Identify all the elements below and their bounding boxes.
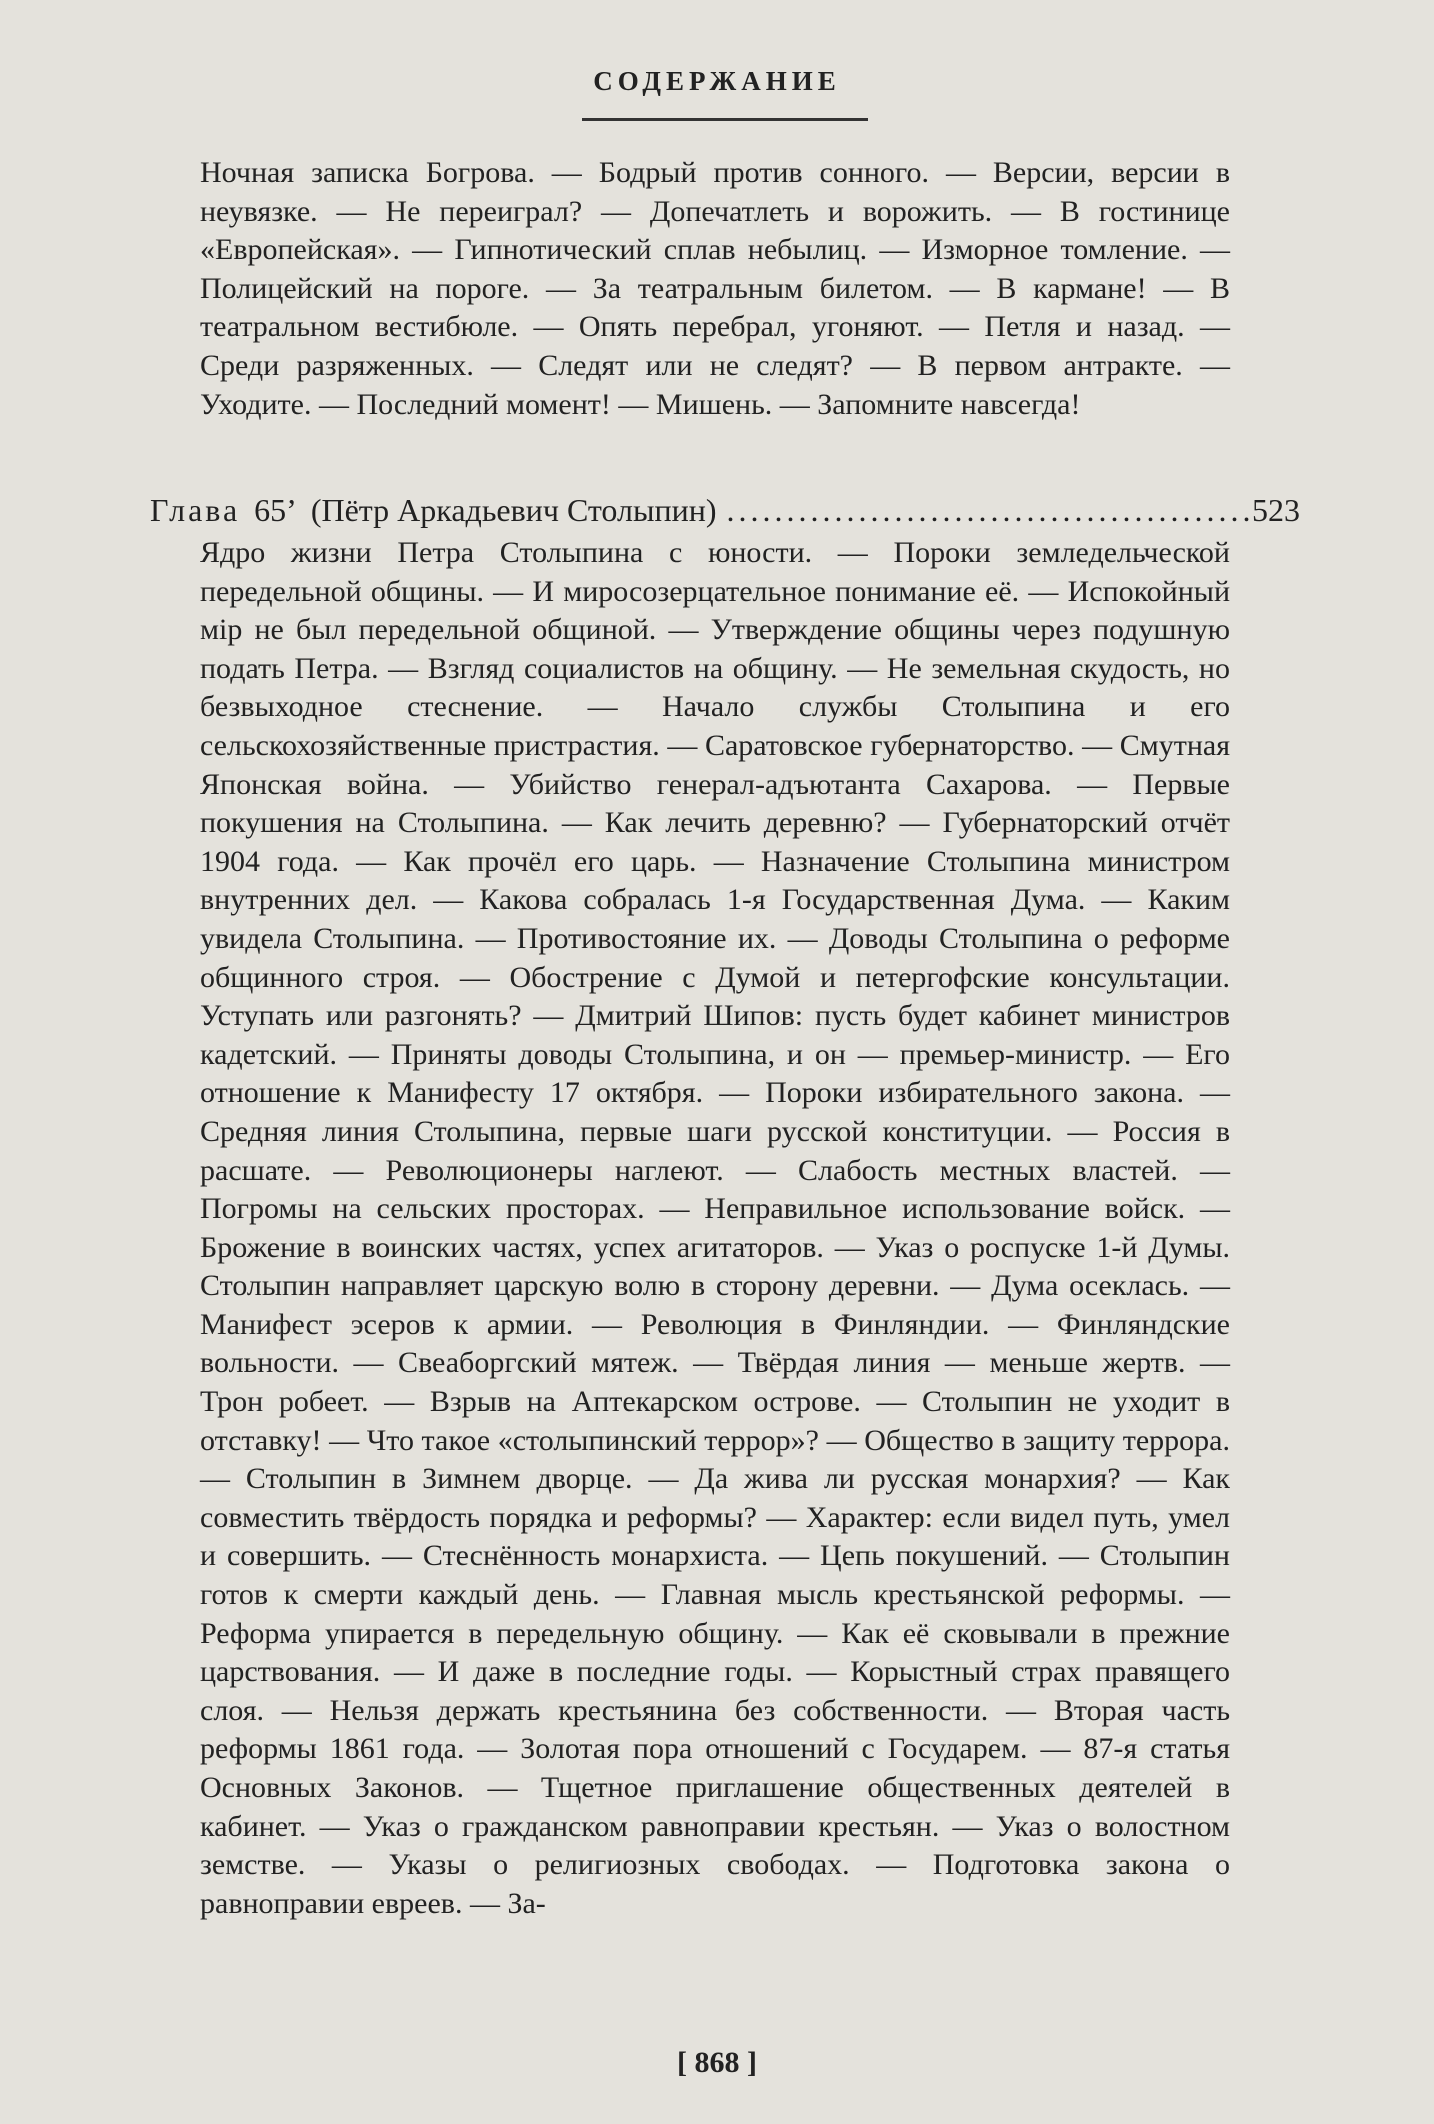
chapter-entry bbox=[150, 492, 1300, 529]
chapter-label: Глава bbox=[150, 492, 241, 528]
header-rule bbox=[582, 118, 868, 121]
chapter-person: (Пётр Аркадьевич Столыпин) bbox=[310, 492, 717, 528]
previous-chapter-summary: Ночная записка Богрова. — Бодрый против сонного. — Версии, версии в неувязке. — Не переиграл? — Допечатлеть и ворожить. — В гостинице «Европейская». — Гипнотический сплав небылиц. — Изморное томление. — Полицейский на пороге. — За театральным билетом. — В кармане! — В театральном вестибюле. — Опять перебрал, угоняют. — Петля и назад. — Среди разряженных. — Следят или не следят? — В первом антракте. — Уходите. — Последний момент! — Мишень. — Запомните навсегда! bbox=[200, 156, 1230, 421]
dot-leader bbox=[727, 492, 1251, 529]
chapter-page-number: 523 bbox=[1252, 492, 1300, 528]
page-number: [ 868 ] bbox=[677, 2046, 757, 2079]
chapter-summary: Ядро жизни Петра Столыпина с юности. — Пороки земледельческой передельной общины. — И миросозерцательное понимание её. — Испокойный мір не был передельной общиной. — Утверждение общины через подушную подать Петра. — Взгляд социалистов на общину. — Не земельная скудость, но безвыходное стеснение. — Начало службы Столыпина и его сельскохозяйственные пристрастия. — Саратовское губернаторство. — Смутная Японская война. — Убийство генерал-адъютанта Сахарова. — Первые покушения на Столыпина. — Как лечить деревню? — Губернаторский отчёт 1904 года. — Как прочёл его царь. — Назначение Столыпина министром внутренних дел. — Какова собралась 1-я Государственная Дума. — Каким увидела Столыпина. — Противостояние их. — Доводы Столыпина о реформе общинного строя. — Обострение с Думой и петергофские консультации. Уступать или разгонять? — Дмитрий Шипов: пусть будет кабинет министров кадетский. — Приняты доводы Столыпина, и он — премьер-министр. — Его отношение к Манифесту 17 октября. — Пороки избирательного закона. — Средняя линия Столыпина, первые шаги русской конституции. — Россия в расшате. — Революционеры наглеют. — Слабость местных властей. — Погромы на сельских просторах. — Неправильное использование войск. — Брожение в воинских частях, успех агитаторов. — Указ о роспуске 1-й Думы. Столыпин направляет царскую волю в сторону деревни. — Дума осеклась. — Манифест эсеров к армии. — Революция в Финляндии. — Финляндские вольности. — Свеаборгский мятеж. — Твёрдая линия — меньше жертв. — Трон робеет. — Взрыв на Аптекарском острове. — Столыпин не уходит в отставку! — Что такое «столыпинский террор»? — Общество в защиту террора. — Столыпин в Зимнем дворце. — Да жива ли русская монархия? — Как совместить твёрдость порядка и реформы? — Характер: если видел путь, умел и совершить. — Стеснённость монархиста. — Цепь покушений. — Столыпин готов к смерти каждый день. — Главная мысль крестьянской реформы. — Реформа упирается в передельную общину. — Как её сковывали в прежние царствования. — И даже в последние годы. — Корыстный страх правящего слоя. — Нельзя держать крестьянина без собственности. — Вторая часть реформы 1861 года. — Золотая пора отношений с Государем. — 87-я статья Основных Законов. — Тщетное приглашение общественных деятелей в кабинет. — Указ о гражданском равноправии крестьян. — Указ о волостном земстве. — Указы о религиозных свободах. — Подготовка закона о равноправии евреев. — За- bbox=[200, 536, 1230, 1920]
running-head: СОДЕРЖАНИЕ bbox=[593, 66, 841, 96]
chapter-number: 65’ bbox=[254, 492, 297, 528]
